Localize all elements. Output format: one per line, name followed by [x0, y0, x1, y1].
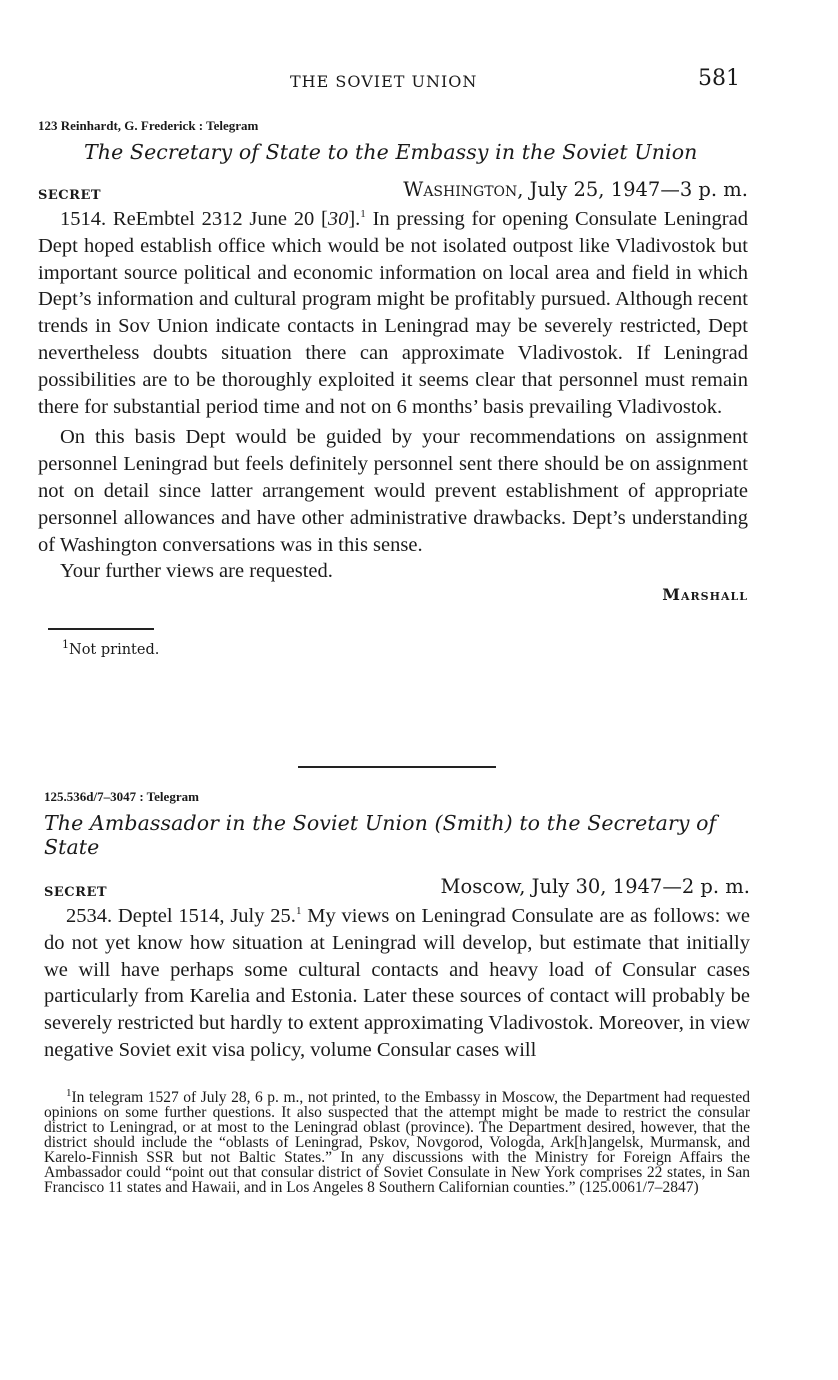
doc2-title-name: Smith: [442, 811, 505, 835]
doc2-paragraph-1: [44, 903, 750, 1064]
document-2: [44, 789, 750, 1195]
doc2-title: [44, 811, 750, 859]
doc1-date: , July 25, 1947—3 p. m.: [517, 178, 748, 201]
doc2-title-b: ) to the Secretary of State: [44, 811, 717, 859]
doc2-p1-text: My views on Leningrad Consulate are as follows: we do not yet know how situation at Leningrad will develop, but estimate that initially we will have perhaps some cultural contacts and heavy load of Consular cases particularly from Karelia and Estonia. Later these sources of contact will probably be severely restricted but hardly to extent approximating Vladivostok. Moreover, in view negative Soviet exit visa policy, volume Consular cases will: [44, 905, 750, 1061]
running-head: [0, 66, 838, 98]
doc1-p1-bracket: 30: [327, 208, 349, 230]
doc1-classification: SECRET: [38, 188, 102, 203]
doc1-signature: Marshall: [662, 585, 748, 605]
doc1-p1-text: In pressing for opening Consulate Leningrad Dept hoped establish office which would be not isolated outpost like Vladivostok but important source political and economic information on local area and field in which Dept’s information and cultural program might be profitably pursued. Although recent trends in Sov Union indicate contacts in Leningrad may be severely restricted, Dept nevertheless doubts situation there can approximate Vladivostok. If Leningrad possibilities are to be thoroughly exploited it seems clear that personnel must remain there for substantial period time and not on 6 months’ basis prevailing Vladivostok.: [38, 208, 748, 418]
document-1: [38, 118, 748, 658]
doc2-file-reference: 125.536d/7–3047 : Telegram: [44, 789, 199, 804]
page-number: 581: [698, 66, 740, 91]
doc1-footnote-text: Not printed.: [69, 642, 160, 659]
footnote-rule: [48, 628, 154, 630]
doc1-dateline: [38, 178, 748, 204]
doc1-p1-lead: 1514. ReEmbtel 2312 June 20 [: [60, 208, 328, 230]
doc1-place-date: [403, 178, 748, 201]
doc2-footnote: [44, 1086, 750, 1196]
doc1-footnote: [38, 638, 748, 659]
doc1-file-reference: 123 Reinhardt, G. Frederick : Telegram: [38, 118, 259, 133]
footnote-mark: 1: [62, 638, 69, 652]
footnote-ref: 1: [360, 208, 366, 221]
section-divider: [298, 766, 496, 768]
footnote-mark: 1: [66, 1086, 72, 1099]
doc2-title-a: The Ambassador in the Soviet Union (: [44, 811, 443, 835]
doc2-dateline: [44, 875, 750, 901]
doc2-classification: SECRET: [44, 885, 108, 900]
doc2-p1-lead: 2534. Deptel 1514, July 25.: [66, 905, 296, 927]
running-head-title: THE SOVIET UNION: [290, 72, 478, 91]
doc2-place-date: Moscow, July 30, 1947—2 p. m.: [440, 875, 750, 898]
doc1-paragraph-3: Your further views are requested.: [60, 560, 333, 583]
doc1-place: Washington: [403, 178, 518, 201]
doc1-paragraph-1: [38, 206, 748, 420]
doc2-footnote-text: In telegram 1527 of July 28, 6 p. m., not printed, to the Embassy in Moscow, the Department had requested opinions on some further questions. It also suspected that the attempt might be made to restrict the consular district to Leningrad, or at most to the Leningrad oblast (province). The Department desired, however, that the district should include the “oblasts of Leningrad, Pskov, Novgorod, Vologda, Ark[h]angelsk, Murmansk, and Karelo-Finnish SSR but not Baltic States.” In any discussions with the Ministry for Foreign Affairs the Ambassador could “point out that consular district of Soviet Consulate in New York comprises 22 states, in San Francisco 11 states and Hawaii, and in Los Angeles 8 Southern Californian counties.” (125.0061/7–2847): [44, 1088, 750, 1196]
doc1-title: The Secretary of State to the Embassy in the Soviet Union: [84, 140, 698, 164]
footnote-ref: 1: [295, 905, 302, 918]
doc1-paragraph-2: On this basis Dept would be guided by your recommendations on assignment personnel Leningrad but feels definitely personnel sent there should be on assignment not on detail since latter arrangement would prevent establishment of appropriate personnel allowances and have other administrative drawbacks. Dept’s understanding of Washington conversations was in this sense.: [38, 426, 748, 556]
doc1-p1-after: ].: [348, 208, 361, 230]
